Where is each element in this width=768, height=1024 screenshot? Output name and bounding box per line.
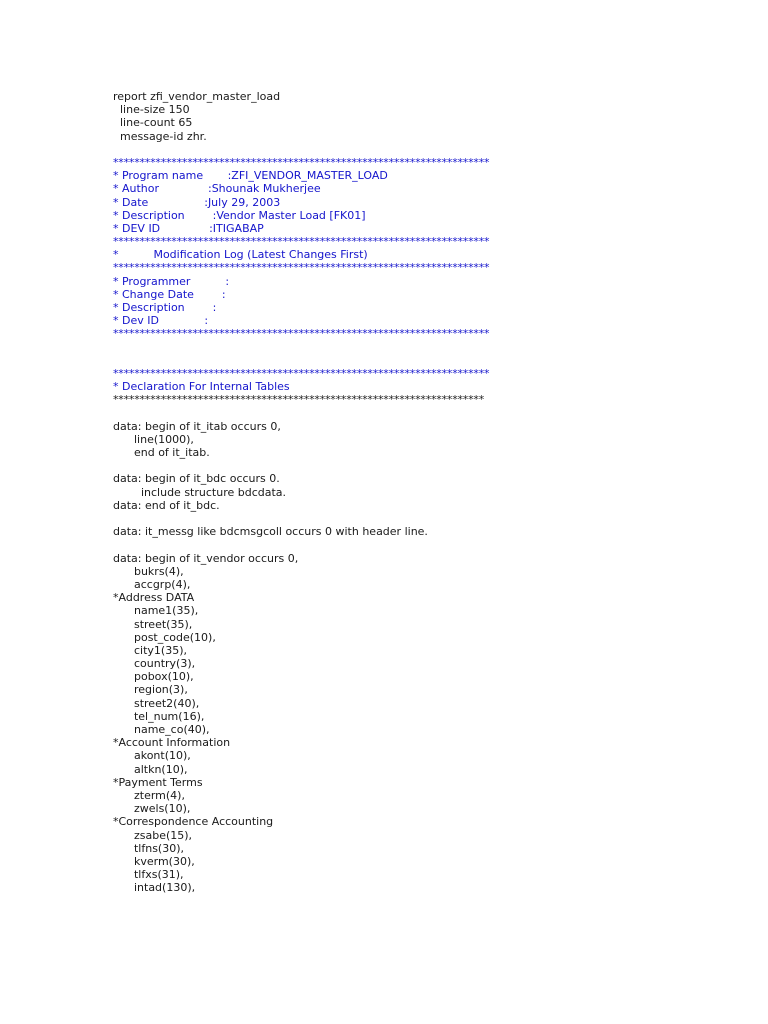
- code-line: data: end of it_bdc.: [113, 498, 220, 512]
- code-line: ***********************************************************************: [113, 155, 490, 169]
- code-line: zsabe(15),: [113, 828, 193, 842]
- code-line: tlfxs(31),: [113, 868, 184, 882]
- blank-line: [113, 407, 753, 420]
- code-line: zwels(10),: [113, 802, 191, 816]
- code-line: ***********************************************************************: [113, 366, 490, 380]
- code-line: report zfi_vendor_master_load: [113, 90, 281, 103]
- code-line: line(1000),: [113, 432, 194, 446]
- code-line: altkn(10),: [113, 762, 188, 776]
- code-line: akont(10),: [113, 749, 191, 763]
- code-line: ***********************************************************************: [113, 261, 490, 275]
- code-line: data: it_messg like bdcmsgcoll occurs 0 with header line.: [113, 525, 428, 539]
- code-line: * Author :Shounak Mukherjee: [113, 182, 321, 196]
- code-line: street(35),: [113, 617, 193, 631]
- code-line: name_co(40),: [113, 723, 210, 736]
- code-line: **********************************************************************: [113, 393, 485, 407]
- code-line: street2(40),: [113, 696, 200, 710]
- code-line: tlfns(30),: [113, 841, 185, 855]
- code-line: *Correspondence Accounting: [113, 815, 274, 829]
- code-line: city1(35),: [113, 643, 187, 657]
- code-line: region(3),: [113, 683, 188, 697]
- code-line: * Description :: [113, 301, 217, 314]
- code-line: ***********************************************************************: [113, 235, 490, 249]
- code-line: *Payment Terms: [113, 775, 203, 789]
- code-line: ***********************************************************************: [113, 327, 490, 341]
- code-line: data: begin of it_itab occurs 0,: [113, 419, 281, 433]
- code-line: country(3),: [113, 657, 196, 671]
- code-line: intad(130),: [113, 881, 196, 895]
- code-line: data: begin of it_bdc occurs 0.: [113, 472, 280, 486]
- blank-line: [113, 143, 753, 156]
- blank-line: [113, 459, 753, 472]
- code-line: * DEV ID :ITIGABAP: [113, 221, 264, 235]
- code-line: * Dev ID :: [113, 314, 209, 328]
- code-line: *Address DATA: [113, 591, 195, 605]
- code-line: * Date :July 29, 2003: [113, 195, 281, 209]
- code-line: accgrp(4),: [113, 577, 191, 591]
- code-line: *Account Information: [113, 736, 231, 750]
- code-line: kverm(30),: [113, 854, 195, 868]
- code-line: data: begin of it_vendor occurs 0,: [113, 551, 299, 565]
- code-line: line-size 150: [113, 103, 190, 117]
- code-line: include structure bdcdata.: [113, 485, 287, 499]
- blank-line: [113, 341, 753, 354]
- code-line: name1(35),: [113, 604, 199, 618]
- code-line: message-id zhr.: [113, 129, 207, 143]
- code-line: * Description :Vendor Master Load [FK01]: [113, 208, 366, 222]
- code-line: * Modification Log (Latest Changes First): [113, 248, 368, 262]
- blank-line: [113, 354, 753, 367]
- blank-line: [113, 512, 753, 525]
- code-line: * Declaration For Internal Tables: [113, 380, 290, 394]
- code-line: * Programmer :: [113, 274, 230, 288]
- code-line: pobox(10),: [113, 670, 194, 684]
- code-line: * Program name :ZFI_VENDOR_MASTER_LOAD: [113, 169, 388, 183]
- code-line: bukrs(4),: [113, 564, 184, 578]
- blank-line: [113, 538, 753, 551]
- code-line: * Change Date :: [113, 287, 226, 301]
- abap-source-listing: [113, 90, 753, 894]
- code-line: zterm(4),: [113, 788, 185, 802]
- code-line: tel_num(16),: [113, 709, 205, 723]
- code-line: post_code(10),: [113, 630, 216, 644]
- code-line: end of it_itab.: [113, 446, 210, 460]
- code-line: line-count 65: [113, 116, 193, 130]
